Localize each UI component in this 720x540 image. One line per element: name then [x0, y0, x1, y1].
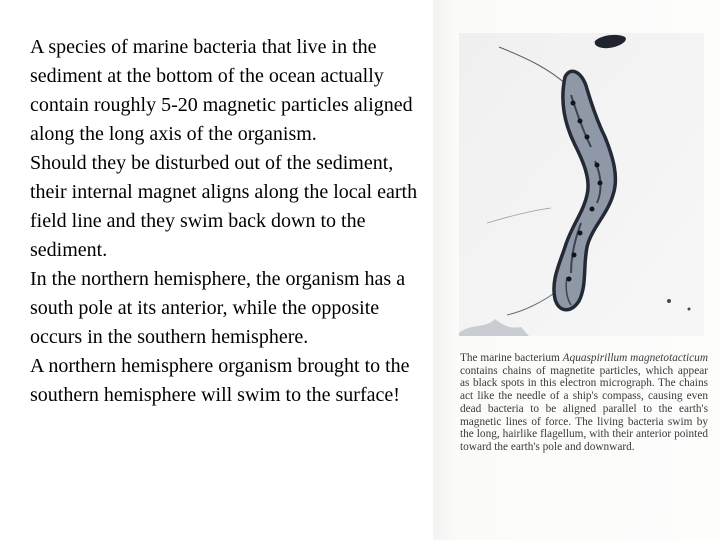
paragraph-southern-hemisphere-transfer: A northern hemisphere organism brought to the southern hemisphere will swim to the surface! [30, 355, 410, 406]
figure-caption [460, 352, 708, 454]
bacterium-micrograph [459, 33, 704, 336]
bacterium-micrograph-image [459, 33, 704, 336]
caption-intro: The marine bacterium [460, 352, 563, 364]
caption-body: contains chains of magnetite particles, which appear as black spots in this electron micrograph. The chains act like the needle of a ship's compass, causing even dead bacteria to be aligned parallel to the earth's magnetic lines of force. The living bacteria swim by the long, hairlike flagellum, with their anterior pointed toward the earth's pole and downward. [460, 364, 708, 453]
caption-species-name: Aquaspirillum magnetotacticum [562, 352, 708, 364]
paragraph-northern-hemisphere: In the northern hemisphere, the organism has a south pole at its anterior, while the opposite occurs in the southern hemisphere. [30, 268, 406, 348]
paragraph-bacteria-magnetic-particles: A species of marine bacteria that live in the sediment at the bottom of the ocean actually contain roughly 5-20 magnetic particles aligned along the long axis of the organism. [30, 36, 413, 145]
paragraph-disturbed-sediment: Should they be disturbed out of the sediment, their internal magnet aligns along the local earth field line and they swim back down to the sediment. [30, 152, 418, 261]
main-text-block [30, 33, 425, 410]
